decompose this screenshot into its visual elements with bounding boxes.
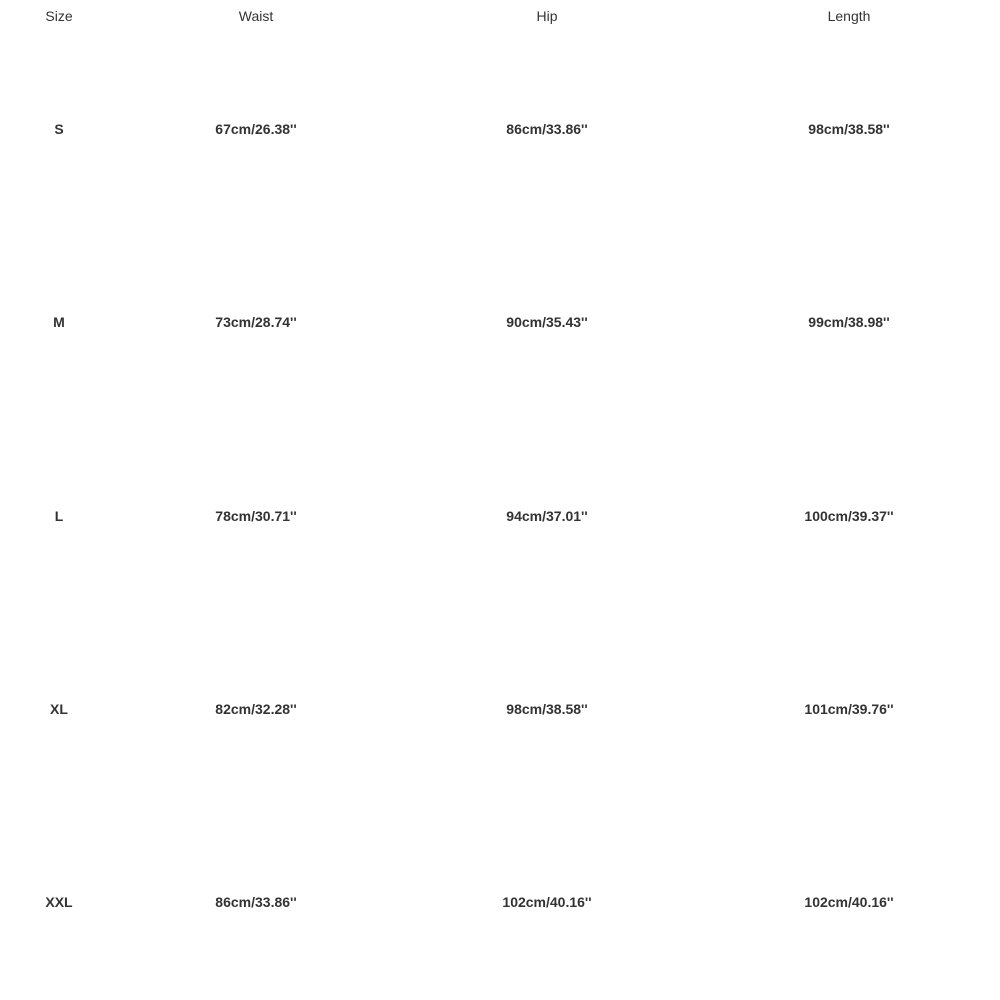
cell-length: 100cm/39.37'': [804, 508, 894, 524]
cell-length: 102cm/40.16'': [804, 894, 894, 910]
cell-hip: 98cm/38.58'': [506, 701, 588, 717]
cell-length: 101cm/39.76'': [804, 701, 894, 717]
cell-hip: 86cm/33.86'': [506, 121, 588, 137]
cell-size: XXL: [45, 894, 73, 910]
cell-waist: 73cm/28.74'': [215, 314, 297, 330]
header-size: Size: [45, 8, 73, 24]
cell-hip: 90cm/35.43'': [506, 314, 588, 330]
cell-size: M: [53, 314, 65, 330]
cell-hip: 94cm/37.01'': [506, 508, 588, 524]
header-hip: Hip: [536, 8, 558, 24]
table-row: [0, 121, 1000, 137]
cell-length: 98cm/38.58'': [808, 121, 890, 137]
cell-hip: 102cm/40.16'': [502, 894, 592, 910]
header-length: Length: [827, 8, 871, 24]
cell-waist: 67cm/26.38'': [215, 121, 297, 137]
cell-size: XL: [50, 701, 68, 717]
cell-size: S: [54, 121, 64, 137]
cell-length: 99cm/38.98'': [808, 314, 890, 330]
header-waist: Waist: [238, 8, 274, 24]
table-row: [0, 894, 1000, 910]
table-header-row: [0, 0, 1000, 32]
cell-size: L: [54, 508, 64, 524]
cell-waist: 82cm/32.28'': [215, 701, 297, 717]
cell-waist: 86cm/33.86'': [215, 894, 297, 910]
table-row: [0, 701, 1000, 717]
table-row: [0, 314, 1000, 330]
table-row: [0, 508, 1000, 524]
cell-waist: 78cm/30.71'': [215, 508, 297, 524]
